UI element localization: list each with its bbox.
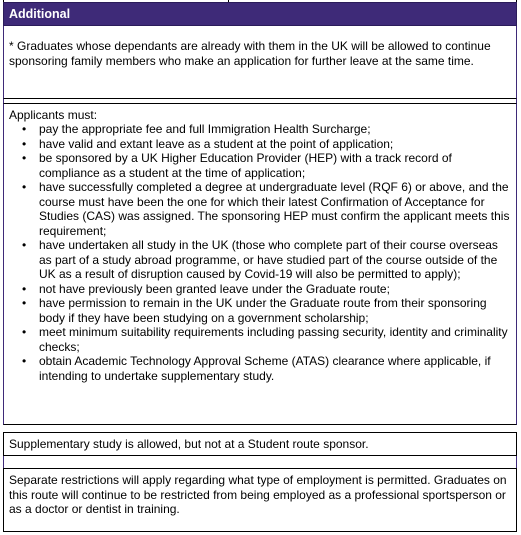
bullet-icon: • [22, 281, 27, 296]
bullet-icon: • [22, 238, 27, 252]
section-title: Additional [9, 7, 71, 21]
employment-cell [3, 468, 517, 532]
list-item-text: have undertaken all study in the UK (those who complete part of their course overseas as part of a study abroad programme, or have studied part of the course outside of the UK as a result of disruption caused by Covid-19 will also be permitted to apply); [39, 238, 498, 281]
bullet-icon: • [22, 122, 27, 136]
list-item-text: be sponsored by a UK Higher Education Provider (HEP) with a track record of compliance as a student at the time of application; [39, 151, 452, 180]
section-header [3, 2, 517, 26]
bullet-icon: • [22, 296, 27, 310]
list-item-text: have successfully completed a degree at undergraduate level (RQF 6) or above, and the course must have been the one for which their latest Confirmation of Acceptance for Studies (CAS) was assigned. The sponsoring HEP must confirm the applicant meets this requirement; [39, 180, 510, 238]
list-item-text: pay the appropriate fee and full Immigration Health Surcharge; [39, 122, 371, 136]
list-item [4, 354, 514, 383]
list-item [4, 296, 514, 325]
supplementary-study-text: Supplementary study is allowed, but not at a Student route sponsor. [9, 437, 369, 451]
list-item [4, 180, 514, 238]
list-item-text: have valid and extant leave as a student at the point of application; [39, 136, 394, 151]
requirements-intro: Applicants must: [9, 108, 98, 122]
bullet-icon: • [22, 151, 27, 165]
dependants-note-text: * Graduates whose dependants are already with them in the UK will be allowed to continue sponsoring family members who make an application for further leave at the same time. [9, 39, 491, 68]
list-item-text: have permission to remain in the UK under the Graduate route from their sponsoring body if they have been studying on a government scholarship; [39, 296, 487, 325]
bullet-icon: • [22, 325, 27, 339]
list-item-text: not have previously been granted leave under the Graduate route; [39, 281, 390, 296]
list-item [4, 151, 514, 180]
employment-text: Separate restrictions will apply regarding what type of employment is permitted. Graduates on this route will continue to be restricted from being employed as a professional sportsperson or as a doctor or dentist in training. [9, 473, 507, 516]
requirements-cell [3, 103, 517, 425]
bullet-icon: • [22, 354, 27, 368]
bullet-icon: • [22, 136, 27, 151]
list-item-text: obtain Academic Technology Approval Scheme (ATAS) clearance where applicable, if intending to undertake supplementary study. [39, 354, 491, 383]
requirements-list [4, 122, 514, 383]
supplementary-study-cell [3, 432, 517, 456]
list-item-text: meet minimum suitability requirements including passing security, identity and criminality checks; [39, 325, 508, 354]
list-item [4, 325, 514, 354]
list-item [4, 238, 514, 282]
bullet-icon: • [22, 180, 27, 194]
list-item [4, 137, 514, 152]
list-item [4, 122, 514, 137]
dependants-note-cell [3, 26, 517, 99]
table-gap [3, 456, 517, 468]
list-item [4, 282, 514, 297]
